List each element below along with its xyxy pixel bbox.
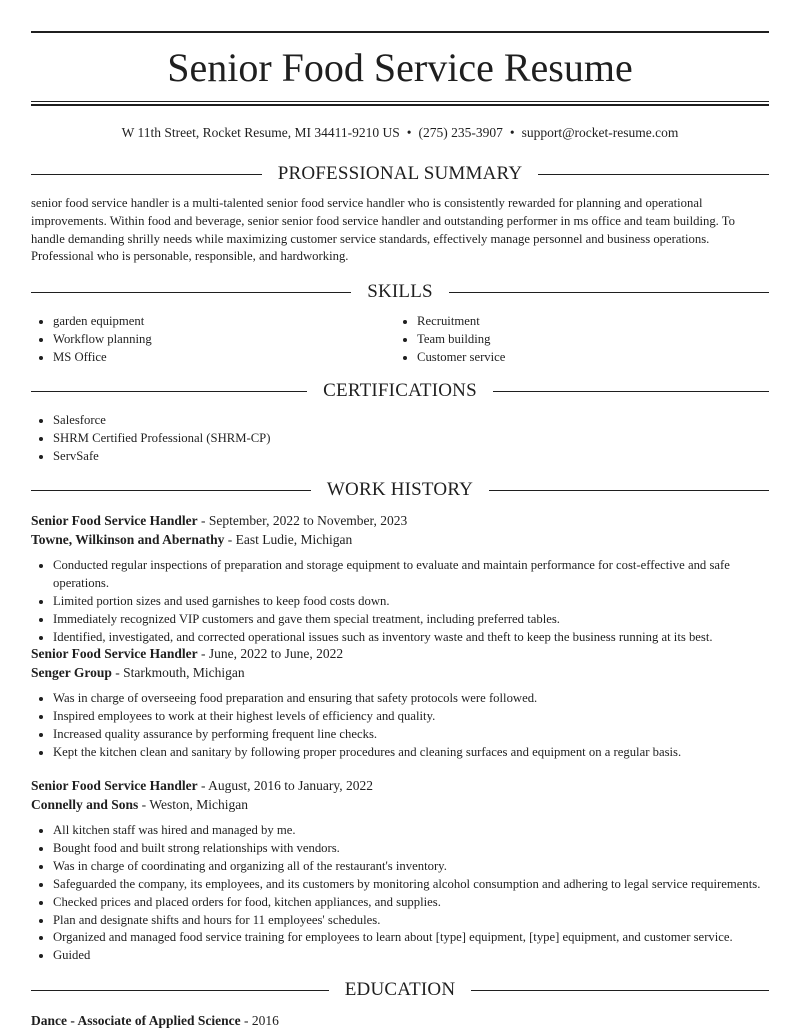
heading-rule-left [31,292,351,293]
title-rule-thin [31,101,769,102]
job-bullet: • Plan and designate shifts and hours for 11 employees' schedules. [53,912,769,930]
job-bullet: • Safeguarded the company, its employees, and its customers by monitoring alcohol consumption and adhering to legal service requirements. [53,876,769,894]
section-title: SKILLS [367,281,433,302]
job-location: Starkmouth, Michigan [123,665,245,680]
job-dash: - [197,778,209,793]
job-location: East Ludie, Michigan [235,532,353,547]
job-bullet: • Bought food and built strong relationships with vendors. [53,840,769,858]
section-title: PROFESSIONAL SUMMARY [277,163,523,184]
job-title-line [31,511,769,531]
job-bullet: • Organized and managed food service training for employees to learn about [type] equipment, [type] equipment, and customer service. [53,929,769,947]
job-bullet: • Guided [53,947,769,965]
section-heading-certifications [31,378,769,404]
heading-rule-right [471,990,769,991]
section-title: EDUCATION [344,979,456,1000]
job-bullet: • Kept the kitchen clean and sanitary by following proper procedures and cleaning surfaces and equipment on a regular basis. [53,744,769,762]
job-bullet: • All kitchen staff was hired and managed by me. [53,822,769,840]
job-bullet: • Immediately recognized VIP customers and gave them special treatment, including preferred tables. [53,611,769,629]
certification-item: • Salesforce [53,412,769,430]
top-rule [31,31,769,33]
heading-rule-right [489,490,769,491]
certifications-list [31,412,769,466]
job-dash: - [138,797,150,812]
job-title: Senior Food Service Handler [31,513,198,528]
education-year: 2016 [251,1013,279,1028]
job-title-line [31,776,769,796]
section-heading-work-history [31,477,769,503]
section-heading-summary [31,161,769,187]
section-heading-skills [31,279,769,305]
heading-rule-left [31,990,329,991]
job-location: Weston, Michigan [149,797,248,812]
skills-column-left [31,313,391,367]
job-title-line [31,644,769,664]
heading-rule-left [31,490,311,491]
skill-item: • MS Office [53,349,391,367]
job-company-line [31,663,769,683]
job-bullet: • Inspired employees to work at their highest levels of efficiency and quality. [53,708,769,726]
job-entry [31,511,769,647]
skill-item: • garden equipment [53,313,391,331]
job-company-line [31,530,769,550]
contact-separator: • [509,125,515,140]
job-bullet: • Checked prices and placed orders for food, kitchen appliances, and supplies. [53,894,769,912]
heading-rule-left [31,391,307,392]
job-dates: June, 2022 to June, 2022 [208,646,344,661]
job-dash: - [197,513,209,528]
certification-item: • ServSafe [53,448,769,466]
skill-item: • Customer service [417,349,755,367]
job-bullet: • Increased quality assurance by performing frequent line checks. [53,726,769,744]
heading-rule-right [538,174,769,175]
job-dash: - [111,665,124,680]
job-entry [31,644,769,762]
section-title: CERTIFICATIONS [323,380,477,401]
job-company: Towne, Wilkinson and Abernathy [31,532,225,547]
job-bullet: • Was in charge of coordinating and organizing all of the restaurant's inventory. [53,858,769,876]
contact-address: W 11th Street, Rocket Resume, MI 34411-9210 US [121,125,400,140]
contact-phone: (275) 235-3907 [418,125,503,140]
section-heading-education [31,977,769,1003]
job-title: Senior Food Service Handler [31,646,198,661]
job-company-line [31,795,769,815]
education-entry [31,1011,769,1031]
job-dates: August, 2016 to January, 2022 [208,778,374,793]
resume-title: Senior Food Service Resume [167,45,633,90]
job-company: Senger Group [31,665,112,680]
job-entry [31,776,769,965]
job-bullet: • Was in charge of overseeing food preparation and ensuring that safety protocols were followed. [53,690,769,708]
skill-item: • Recruitment [417,313,755,331]
job-bullet: • Limited portion sizes and used garnishes to keep food costs down. [53,593,769,611]
skills-column-right [395,313,755,367]
education-dash: - [240,1013,252,1028]
job-bullet: • Identified, investigated, and corrected operational issues such as inventory waste and theft to keep the business running at its best. [53,629,769,647]
education-degree: Dance - Associate of Applied Science [31,1013,241,1028]
contact-separator: • [406,125,412,140]
skill-item: • Team building [417,331,755,349]
job-dash: - [197,646,209,661]
contact-line [31,123,769,143]
contact-email: support@rocket-resume.com [521,125,679,140]
skill-item: • Workflow planning [53,331,391,349]
title-rule-thick [31,104,769,106]
job-company: Connelly and Sons [31,797,139,812]
section-title: WORK HISTORY [326,479,474,500]
heading-rule-left [31,174,262,175]
job-title: Senior Food Service Handler [31,778,198,793]
job-dates: September, 2022 to November, 2023 [208,513,408,528]
heading-rule-right [449,292,769,293]
certification-item: • SHRM Certified Professional (SHRM-CP) [53,430,769,448]
job-dash: - [224,532,236,547]
job-bullet: • Conducted regular inspections of preparation and storage equipment to evaluate and maintain performance for cost-effective and safe operations. [53,557,769,593]
heading-rule-right [493,391,769,392]
summary-text: senior food service handler is a multi-talented senior food service handler who is consistently rewarded for planning and operational improvements. Within food and beverage, senior senior food service handler and outstanding performer in ms office and team building. To handle demanding shrilly needs while maximizing customer service standards, effectively manage personnel and business operations. Professional who is personable, responsible, and hardworking. [31,196,735,264]
